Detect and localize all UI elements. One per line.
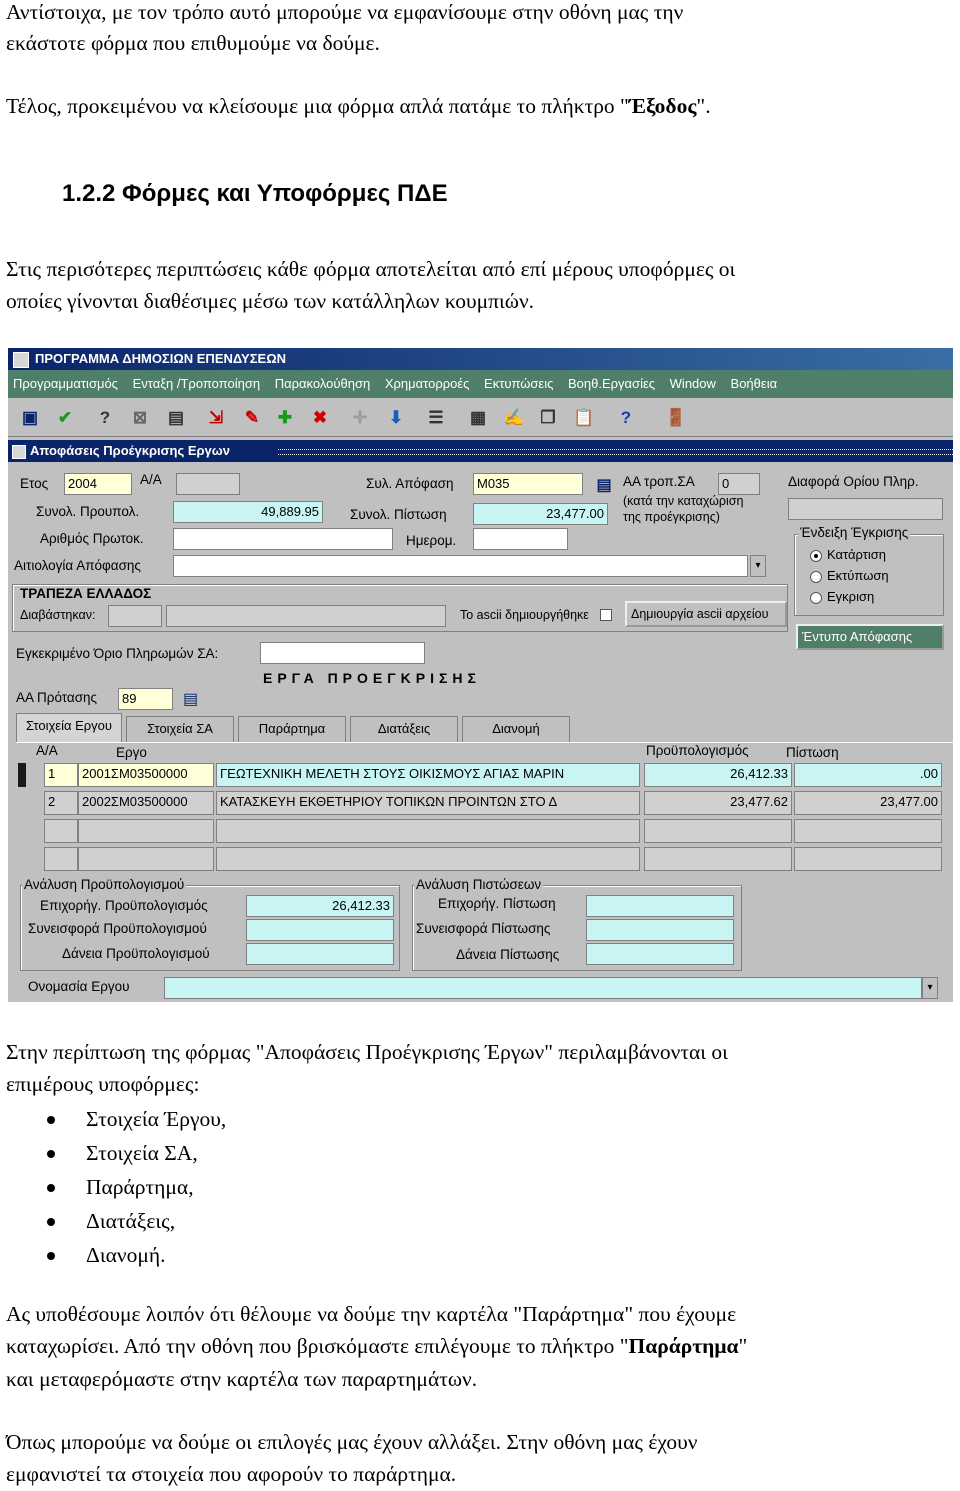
menu-item[interactable]: Προγραμματισμός xyxy=(13,376,118,391)
etos-label: Ετος xyxy=(20,476,49,491)
row-code[interactable]: 2002ΣΜ03500000 xyxy=(78,791,214,815)
ascii-checkbox[interactable] xyxy=(600,609,612,621)
empty-row-cell[interactable] xyxy=(216,819,640,843)
clear-icon[interactable]: ⊠ xyxy=(132,408,148,427)
notes-icon[interactable]: ✍ xyxy=(503,408,525,427)
radio-selected-icon xyxy=(810,550,822,562)
save-icon[interactable]: ▣ xyxy=(21,408,39,427)
budget-daneia-field[interactable] xyxy=(246,943,394,965)
intro-line-3-bold: Έξοδος xyxy=(628,94,697,118)
aa-trop-note-2: της προέγκρισης) xyxy=(623,510,720,524)
intro-line-3-suffix: ". xyxy=(696,94,711,118)
final-p1-line-2-prefix: καταχωρίσει. Από την οθόνη που βρισκόμαστε επιλέγουμε το πλήκτρο " xyxy=(6,1334,629,1358)
application-screenshot xyxy=(8,348,953,1002)
intro-line-3 xyxy=(6,91,711,122)
clipboard-icon[interactable]: 📋 xyxy=(573,408,595,427)
row-title[interactable]: ΓΕΩΤΕΧΝΙΚΗ ΜΕΛΕΤΗ ΣΤΟΥΣ ΟΙΚΙΣΜΟΥΣ ΑΓΙΑΣ ΜΑΡΙΝ xyxy=(216,763,640,787)
list-item-text: Στοιχεία ΣΑ, xyxy=(86,1141,198,1165)
grid-header-aa: Α/Α xyxy=(36,743,58,758)
imerom-label: Ημερομ. xyxy=(406,533,457,548)
menu-item[interactable]: Εκτυπώσεις xyxy=(484,376,554,391)
diafora-field[interactable] xyxy=(788,498,943,520)
subform-list xyxy=(0,1102,226,1272)
bank-info-field xyxy=(166,605,446,627)
check-icon[interactable]: ✔ xyxy=(57,408,73,427)
exit-form-icon[interactable]: ⇲ xyxy=(208,408,224,427)
tab-stoixeia-ergou[interactable]: Στοιχεία Εργου xyxy=(16,713,122,742)
row-budget[interactable]: 23,477.62 xyxy=(644,791,792,815)
final-p1-line-1: Ας υποθέσουμε λοιπόν ότι θέλουμε να δούμε την καρτέλα "Παράρτημα" που έχουμε xyxy=(6,1302,737,1326)
grid-icon[interactable]: ▦ xyxy=(469,408,487,427)
list-item-text: Στοιχεία Έργου, xyxy=(86,1107,227,1131)
edit-icon[interactable]: ✎ xyxy=(244,408,260,427)
bullet-icon xyxy=(47,1252,55,1260)
credit-epixor-label: Επιχορήγ. Πίστωση xyxy=(438,896,556,911)
list-item xyxy=(0,1136,226,1170)
list-item-text: Διανομή. xyxy=(86,1243,166,1267)
query-icon[interactable]: ? xyxy=(99,408,111,427)
bullet-icon xyxy=(47,1150,55,1158)
approval-group-title: Ένδειξη Έγκρισης xyxy=(800,525,909,540)
list-item xyxy=(0,1102,226,1136)
aa-protasis-label: ΑΑ Πρότασης xyxy=(16,690,98,705)
diavastikan-field[interactable] xyxy=(108,605,162,627)
empty-row-cell[interactable] xyxy=(78,819,214,843)
form-icon xyxy=(12,445,26,459)
grid-header-ergo: Εργο xyxy=(116,745,147,760)
row-credit[interactable]: .00 xyxy=(794,763,942,787)
form-title: Αποφάσεις Προέγκρισης Εργων xyxy=(30,443,230,458)
etos-field[interactable]: 2004 xyxy=(64,473,132,495)
credit-daneia-field[interactable] xyxy=(586,943,734,965)
final-p1-line-2 xyxy=(6,1331,747,1362)
list-item xyxy=(0,1204,226,1238)
budget-analysis-title: Ανάλυση Προϋπολογισμού xyxy=(24,877,185,892)
final-p1-line-2-bold: Παράρτημα xyxy=(628,1334,739,1358)
empty-row-cell[interactable] xyxy=(44,819,78,843)
synol-pistosi-label: Συνολ. Πίστωση xyxy=(350,507,447,522)
disabled-icon[interactable]: ✛ xyxy=(352,408,368,427)
section-heading: 1.2.2 Φόρμες και Υποφόρμες ΠΔΕ xyxy=(62,180,448,207)
row-aa[interactable]: 2 xyxy=(44,791,78,815)
menu-bar xyxy=(8,370,953,398)
aa-trop-field[interactable]: 0 xyxy=(718,473,760,495)
section-intro-line-1: Στις περισότερες περιπτώσεις κάθε φόρμα αποτελείται από επί μέρους υποφόρμες οι xyxy=(6,257,736,281)
intro-line-3-prefix: Τέλος, προκειμένου να κλείσουμε μια φόρμα απλά πατάμε το πλήκτρο " xyxy=(6,94,629,118)
tab-panel xyxy=(16,742,953,1002)
aitiologia-scroll-icon[interactable]: ▾ xyxy=(750,555,766,577)
grid-header-proupologismos: Προϋπολογισμός xyxy=(646,743,749,758)
aa-protasis-lookup-icon[interactable]: ▤ xyxy=(183,691,199,708)
synol-proupol-label: Συνολ. Προυπολ. xyxy=(36,504,140,519)
menu-item[interactable]: Βοηθ.Εργασίες xyxy=(568,376,656,391)
window-title: ΠΡΟΓΡΑΜΜΑ ΔΗΜΟΣΙΩΝ ΕΠΕΝΔΥΣΕΩΝ xyxy=(35,351,286,366)
after-line-2: επιμέρους υποφόρμες: xyxy=(6,1072,200,1096)
intro-line-2: εκάστοτε φόρμα που επιθυμούμε να δούμε. xyxy=(6,31,380,55)
exit-door-icon[interactable]: 🚪 xyxy=(665,408,687,427)
synol-pistosi-field[interactable]: 23,477.00 xyxy=(473,503,608,525)
credit-synisf-field[interactable] xyxy=(586,919,734,941)
erga-title: ΕΡΓΑ ΠΡΟΕΓΚΡΙΣΗΣ xyxy=(263,670,481,686)
credit-analysis-title: Ανάλυση Πιστώσεων xyxy=(416,877,542,892)
arithmos-field[interactable] xyxy=(173,528,393,550)
syll-apofasi-label: Συλ. Απόφαση xyxy=(366,476,454,491)
toolbar xyxy=(8,398,953,437)
arithmos-label: Αριθμός Πρωτοκ. xyxy=(40,531,144,546)
tab-dianomi[interactable]: Διανομή xyxy=(462,716,570,742)
budget-epixor-field[interactable]: 26,412.33 xyxy=(246,895,394,917)
print-decision-button[interactable]: Έντυπο Απόφασης xyxy=(796,624,944,650)
menu-item[interactable]: Χρηματορροές xyxy=(384,376,470,391)
lookup-list-icon[interactable]: ▤ xyxy=(596,477,612,494)
empty-row-cell[interactable] xyxy=(78,847,214,871)
credit-epixor-field[interactable] xyxy=(586,895,734,917)
onomasia-field[interactable] xyxy=(164,977,922,999)
imerom-field[interactable] xyxy=(473,528,568,550)
tab-stoixeia-sa[interactable]: Στοιχεία ΣΑ xyxy=(126,716,234,742)
menu-item[interactable]: Βοήθεια xyxy=(730,376,778,391)
radio-icon xyxy=(810,592,822,604)
window-titlebar xyxy=(8,348,953,370)
after-line-1: Στην περίπτωση της φόρμας "Αποφάσεις Προέγκρισης Έργων" περιλαμβάνονται οι xyxy=(6,1040,728,1064)
section-intro-line-2: οποίες γίνονται διαθέσιμες μέσω των κατάλληλων κουμπιών. xyxy=(6,289,535,313)
bank-title: ΤΡΑΠΕΖΑ ΕΛΛΑΔΟΣ xyxy=(20,586,152,601)
final-p2-line-1: Όπως μπορούμε να δούμε οι επιλογές μας έχουν αλλάξει. Στην οθόνη μας έχουν xyxy=(6,1430,698,1454)
list-item xyxy=(0,1170,226,1204)
empty-row-cell[interactable] xyxy=(216,847,640,871)
budget-synisf-label: Συνεισφορά Προϋπολογισμού xyxy=(28,921,207,936)
radio-ektyposi[interactable] xyxy=(810,568,889,583)
budget-synisf-field[interactable] xyxy=(246,919,394,941)
list-item xyxy=(0,1238,226,1272)
radio-katartisi[interactable] xyxy=(810,547,886,562)
aa-trop-label: ΑΑ τροπ.ΣΑ xyxy=(623,474,695,489)
empty-row-cell[interactable] xyxy=(644,819,792,843)
down-arrow-icon[interactable]: ⬇ xyxy=(388,408,404,427)
aitiologia-label: Αιτιολογία Απόφασης xyxy=(14,558,141,573)
final-p1-line-2-suffix: " xyxy=(738,1334,748,1358)
print-form-icon[interactable]: ▤ xyxy=(167,408,185,427)
tab-parartima[interactable]: Παράρτημα xyxy=(238,716,346,742)
diafora-label: Διαφορά Ορίου Πληρ. xyxy=(788,474,919,489)
radio-ektyposi-label: Εκτύπωση xyxy=(827,568,889,583)
list-item-text: Παράρτημα, xyxy=(86,1175,194,1199)
budget-epixor-label: Επιχορήγ. Προϋπολογισμός xyxy=(40,898,208,913)
credit-synisf-label: Συνεισφορά Πίστωσης xyxy=(416,921,551,936)
row-budget[interactable]: 26,412.33 xyxy=(644,763,792,787)
budget-daneia-label: Δάνεια Προϋπολογισμού xyxy=(62,946,210,961)
bullet-icon xyxy=(47,1116,55,1124)
row-aa[interactable]: 1 xyxy=(44,763,78,787)
final-p1-line-3: και μεταφερόμαστε στην καρτέλα των παραρτημάτων. xyxy=(6,1367,478,1391)
menu-item[interactable]: Window xyxy=(669,376,716,391)
row-code[interactable]: 2001ΣΜ03500000 xyxy=(78,763,214,787)
egkekrimeno-label: Εγκεκριμένο Όριο Πληρωμών ΣΑ: xyxy=(16,646,219,661)
onomasia-scroll-icon[interactable]: ▾ xyxy=(922,977,938,999)
synol-proupol-field[interactable]: 49,889.95 xyxy=(173,501,323,523)
aa-protasis-field[interactable]: 89 xyxy=(118,688,173,710)
intro-line-1: Αντίστοιχα, με τον τρόπο αυτό μπορούμε να εμφανίσουμε στην οθόνη μας την xyxy=(6,0,684,24)
row-indicator xyxy=(18,763,26,787)
egkekrimeno-field[interactable] xyxy=(260,642,425,664)
row-title[interactable]: ΚΑΤΑΣΚΕΥΗ ΕΚΘΕΤΗΡΙΟΥ ΤΟΠΙΚΩΝ ΠΡΟΙΝΤΩΝ ΣΤΟ Δ xyxy=(216,791,640,815)
empty-row-cell[interactable] xyxy=(794,819,942,843)
radio-egkrisi[interactable] xyxy=(810,589,874,604)
final-p2-line-2: εμφανιστεί τα στοιχεία που αφορούν το παράρτημα. xyxy=(6,1462,457,1486)
credit-daneia-label: Δάνεια Πίστωσης xyxy=(456,947,560,962)
aa-field[interactable] xyxy=(176,473,240,495)
radio-icon xyxy=(810,571,822,583)
aa-label: Α/Α xyxy=(140,472,162,487)
bullet-icon xyxy=(47,1184,55,1192)
copy-icon[interactable]: ❐ xyxy=(540,408,556,427)
grid-header-pistosi: Πίστωση xyxy=(786,745,839,760)
radio-katartisi-label: Κατάρτιση xyxy=(827,547,886,562)
row-credit[interactable]: 23,477.00 xyxy=(794,791,942,815)
aa-trop-note-1: (κατά την καταχώριση xyxy=(623,494,744,508)
empty-row-cell[interactable] xyxy=(644,847,792,871)
menu-item[interactable]: Παρακολούθηση xyxy=(274,376,371,391)
form-titlebar xyxy=(8,440,953,462)
bullet-icon xyxy=(47,1218,55,1226)
radio-egkrisi-label: Εγκριση xyxy=(827,589,875,604)
app-icon xyxy=(13,352,29,368)
list-icon[interactable]: ☰ xyxy=(428,408,444,427)
syll-apofasi-field[interactable]: M035 xyxy=(473,473,583,495)
list-item-text: Διατάξεις, xyxy=(86,1209,176,1233)
empty-row-cell[interactable] xyxy=(44,847,78,871)
help-icon[interactable]: ? xyxy=(620,408,632,427)
insert-record-icon[interactable]: ✚ xyxy=(277,408,293,427)
diavastikan-label: Διαβάστηκαν: xyxy=(20,608,96,622)
titlebar-grip xyxy=(278,449,953,455)
ascii-created-label: Το ascii δημιουργήθηκε xyxy=(460,608,589,622)
empty-row-cell[interactable] xyxy=(794,847,942,871)
tab-diataxeis[interactable]: Διατάξεις xyxy=(350,716,458,742)
onomasia-label: Ονομασία Εργου xyxy=(28,979,130,994)
create-ascii-button[interactable]: Δημιουργία ascii αρχείου xyxy=(625,601,787,627)
menu-item[interactable]: Ενταξη /Τροποποίηση xyxy=(132,376,261,391)
aitiologia-field[interactable] xyxy=(173,555,748,577)
delete-record-icon[interactable]: ✖ xyxy=(312,408,328,427)
